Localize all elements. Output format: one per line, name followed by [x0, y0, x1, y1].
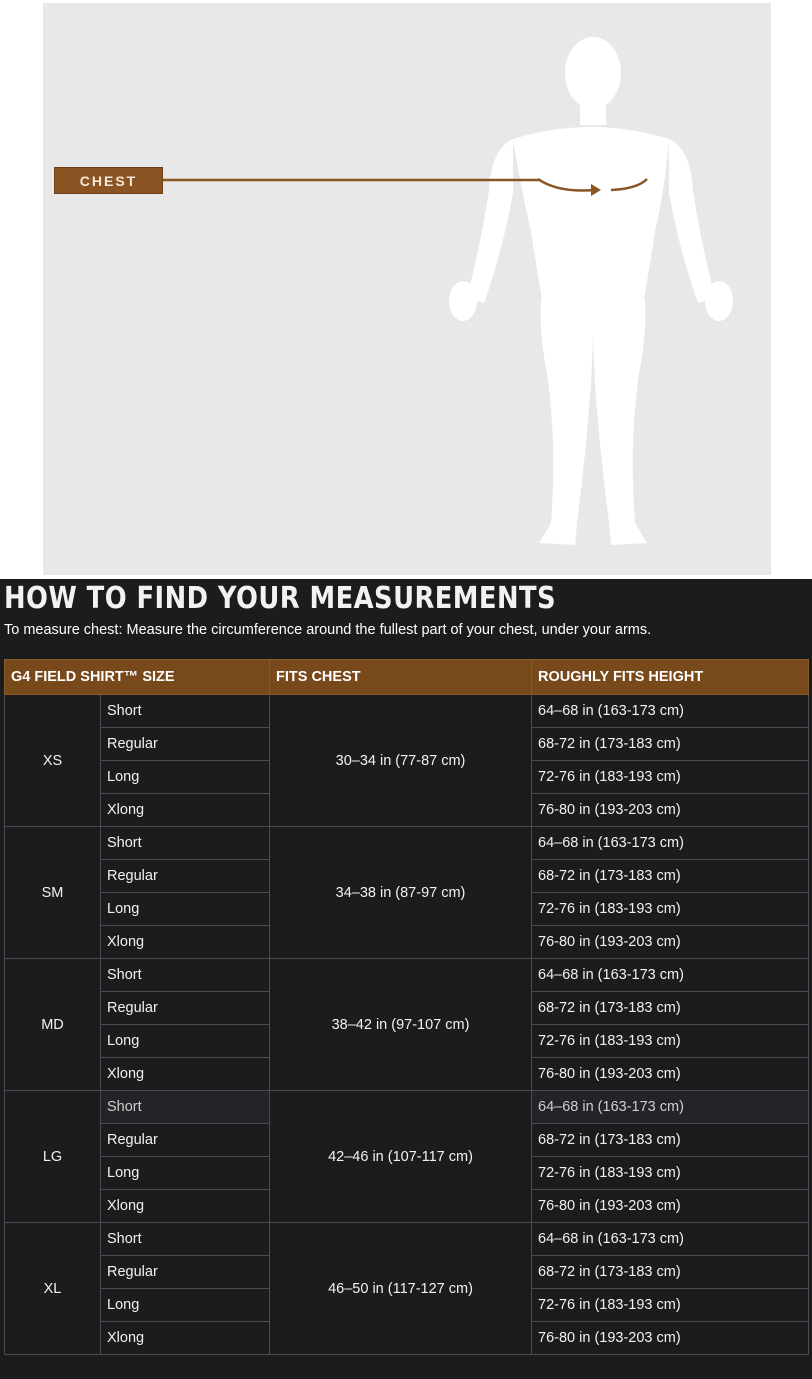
height-cell: 72-76 in (183-193 cm): [532, 1289, 809, 1322]
length-cell: Regular: [101, 992, 270, 1025]
size-cell: MD: [5, 959, 101, 1091]
length-cell: Long: [101, 1157, 270, 1190]
chest-cell: 34–38 in (87-97 cm): [270, 827, 532, 959]
length-cell: Long: [101, 761, 270, 794]
height-cell: 72-76 in (183-193 cm): [532, 1025, 809, 1058]
measurements-section: [0, 579, 812, 1379]
length-cell: Short: [101, 959, 270, 992]
height-cell: 64–68 in (163-173 cm): [532, 1223, 809, 1256]
table-row: [5, 959, 809, 992]
length-cell: Long: [101, 1025, 270, 1058]
height-cell: 76-80 in (193-203 cm): [532, 926, 809, 959]
length-cell: Short: [101, 695, 270, 728]
chest-cell: 30–34 in (77-87 cm): [270, 695, 532, 827]
length-cell: Xlong: [101, 1190, 270, 1223]
height-cell: 68-72 in (173-183 cm): [532, 1124, 809, 1157]
height-cell: 64–68 in (163-173 cm): [532, 959, 809, 992]
height-cell: 72-76 in (183-193 cm): [532, 1157, 809, 1190]
length-cell: Xlong: [101, 794, 270, 827]
measure-instructions: To measure chest: Measure the circumference around the fullest part of your chest, under your arms.: [4, 622, 652, 638]
table-row: [5, 1223, 809, 1256]
length-cell: Short: [101, 1091, 270, 1124]
height-cell: 64–68 in (163-173 cm): [532, 827, 809, 860]
length-cell: Regular: [101, 1124, 270, 1157]
height-cell: 72-76 in (183-193 cm): [532, 761, 809, 794]
height-cell: 76-80 in (193-203 cm): [532, 1322, 809, 1355]
length-cell: Xlong: [101, 1058, 270, 1091]
height-cell: 76-80 in (193-203 cm): [532, 794, 809, 827]
table-row: [5, 695, 809, 728]
header-fits-chest: FITS CHEST: [270, 660, 532, 695]
chest-cell: 46–50 in (117-127 cm): [270, 1223, 532, 1355]
size-cell: LG: [5, 1091, 101, 1223]
length-cell: Regular: [101, 728, 270, 761]
length-cell: Short: [101, 827, 270, 860]
length-cell: Long: [101, 893, 270, 926]
height-cell: 76-80 in (193-203 cm): [532, 1190, 809, 1223]
chest-label: CHEST: [54, 167, 163, 194]
height-cell: 68-72 in (173-183 cm): [532, 728, 809, 761]
length-cell: Xlong: [101, 1322, 270, 1355]
height-cell: 72-76 in (183-193 cm): [532, 893, 809, 926]
height-cell: 68-72 in (173-183 cm): [532, 860, 809, 893]
size-chart-body: [5, 695, 809, 1355]
height-cell: 64–68 in (163-173 cm): [532, 695, 809, 728]
height-cell: 76-80 in (193-203 cm): [532, 1058, 809, 1091]
size-cell: SM: [5, 827, 101, 959]
size-cell: XS: [5, 695, 101, 827]
table-row: [5, 827, 809, 860]
height-cell: 68-72 in (173-183 cm): [532, 1256, 809, 1289]
header-roughly-fits-height: ROUGHLY FITS HEIGHT: [532, 660, 809, 695]
size-cell: XL: [5, 1223, 101, 1355]
length-cell: Xlong: [101, 926, 270, 959]
chest-measurement-diagram: [43, 3, 771, 575]
length-cell: Regular: [101, 860, 270, 893]
chest-cell: 42–46 in (107-117 cm): [270, 1091, 532, 1223]
height-cell: 68-72 in (173-183 cm): [532, 992, 809, 1025]
height-cell: 64–68 in (163-173 cm): [532, 1091, 809, 1124]
length-cell: Short: [101, 1223, 270, 1256]
table-header-row: [5, 660, 809, 695]
header-size: G4 FIELD SHIRT™ SIZE: [5, 660, 270, 695]
size-chart-table: [4, 659, 809, 1355]
page-title: HOW TO FIND YOUR MEASUREMENTS: [4, 581, 557, 616]
body-silhouette-illustration: [43, 3, 771, 575]
chest-cell: 38–42 in (97-107 cm): [270, 959, 532, 1091]
table-row: [5, 1091, 809, 1124]
measurement-diagram-section: [0, 0, 812, 579]
length-cell: Regular: [101, 1256, 270, 1289]
length-cell: Long: [101, 1289, 270, 1322]
